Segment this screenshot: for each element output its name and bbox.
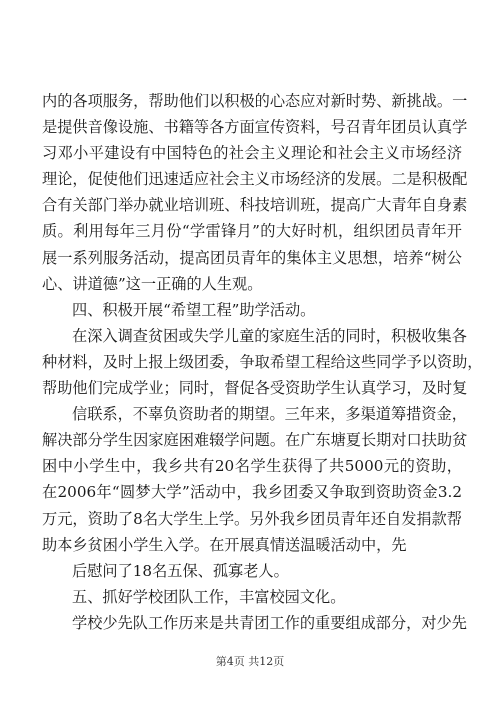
text-line: 信联系，不辜负资助者的期望。三年来，多渠道筹措资金， <box>72 405 467 424</box>
text-line: 帮助他们完成学业；同时，督促各受资助学生认真学习，及时复 <box>42 379 468 398</box>
text-line: 万元，资助了8名大学生上学。另外我乡团员青年还自发捐款帮 <box>42 509 462 528</box>
body-text <box>42 88 483 636</box>
text-line: 习邓小平建设有中国特色的社会主义理论和社会主义市场经济 <box>42 144 462 163</box>
text-line: 解决部分学生因家庭困难辍学问题。在广东塘夏长期对口扶助贫 <box>42 431 468 450</box>
text-line: 在深入调查贫困或失学儿童的家庭生活的同时，积极收集各 <box>72 326 467 345</box>
text-line: 学校少先队工作历来是共青团工作的重要组成部分，对少先 <box>72 613 467 632</box>
text-line: 困中小学生中，我乡共有20名学生获得了共5000元的资助， <box>42 457 462 476</box>
text-line: 在2006年“圆梦大学”活动中，我乡团委又争取到资助资金3.2 <box>42 483 462 502</box>
text-line: 心、讲道德”这一正确的人生观。 <box>42 274 263 293</box>
text-line: 助本乡贫困小学生入学。在开展真情送温暖活动中，先 <box>42 535 407 554</box>
page-footer: 第4页 共12页 <box>215 655 285 668</box>
text-line: 理论，促使他们迅速适应社会主义市场经济的发展。二是积极配 <box>42 170 468 189</box>
text-line: 展一系列服务活动，提高团员青年的集体主义思想，培养“树公 <box>42 248 462 267</box>
section-heading: 五、抓好学校团队工作，丰富校园文化。 <box>72 587 346 606</box>
text-line: 质。利用每年三月份“学雷锋月”的大好时机，组织团员青年开 <box>42 222 462 241</box>
text-line: 合有关部门举办就业培训班、科技培训班，提高广大青年自身素 <box>42 196 468 215</box>
text-line: 是提供音像设施、书籍等各方面宣传资料，号召青年团员认真学 <box>42 118 468 137</box>
text-line: 内的各项服务，帮助他们以积极的心态应对新时势、新挑战。一 <box>42 92 468 110</box>
text-line: 后慰问了18名五保、孤寡老人。 <box>72 561 289 580</box>
section-heading: 四、积极开展“希望工程”助学活动。 <box>72 300 316 319</box>
text-line: 种材料，及时上报上级团委，争取希望工程给这些同学予以资助， <box>42 352 483 371</box>
